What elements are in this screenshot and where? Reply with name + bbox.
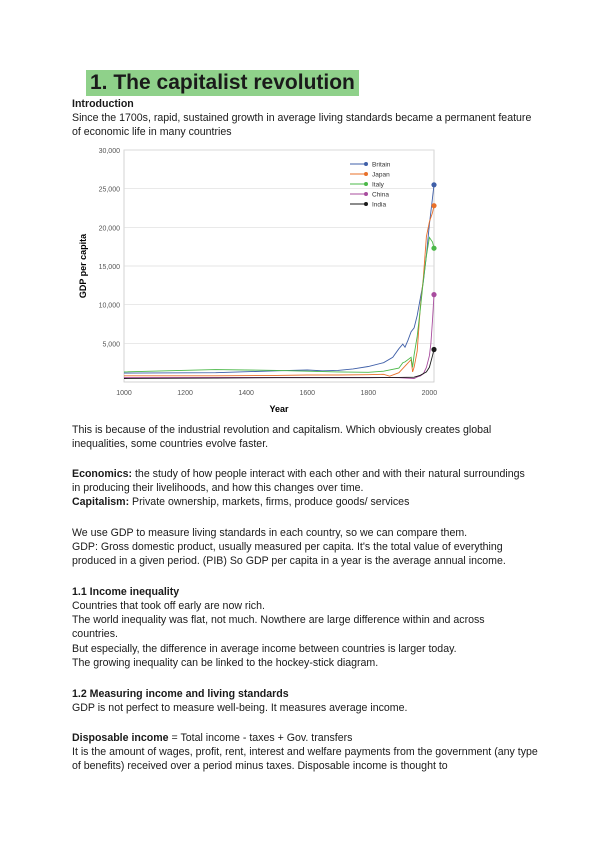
x-tick-label: 1600 bbox=[299, 390, 316, 397]
x-tick-label: 1800 bbox=[360, 390, 377, 397]
y-tick-label: 15,000 bbox=[98, 264, 120, 271]
legend-marker bbox=[364, 192, 368, 196]
y-tick-label: 10,000 bbox=[98, 302, 120, 310]
x-tick-label: 2000 bbox=[421, 390, 438, 397]
y-axis-label: GDP per capita bbox=[78, 233, 88, 299]
legend-label: China bbox=[372, 191, 389, 199]
series-endpoint-japan bbox=[431, 203, 436, 208]
intro-heading: Introduction bbox=[72, 98, 134, 110]
capitalism-term: Capitalism: bbox=[72, 496, 130, 508]
y-tick-label: 5,000 bbox=[102, 341, 120, 349]
intro-text: Since the 1700s, rapid, sustained growth in average living standards became a permanent feature of economic life in many countries bbox=[72, 112, 532, 139]
gdp-per-capita-chart bbox=[74, 142, 444, 418]
series-endpoint-britain bbox=[431, 182, 436, 187]
y-tick-label: 30,000 bbox=[98, 148, 120, 155]
paragraph-industrial-revolution: This is because of the industrial revolution and capitalism. Which obviously creates global inequalities, some countries evolve faster. bbox=[72, 424, 492, 451]
disposable-income-definition bbox=[72, 731, 532, 745]
section-1-1-line: The world inequality was flat, not much. Nowthere are large difference within and across countries. bbox=[72, 614, 485, 641]
legend-label: Japan bbox=[372, 171, 390, 179]
section-1-1-line: But especially, the difference in average income between countries is larger today. bbox=[72, 643, 457, 655]
economics-definition bbox=[72, 467, 532, 495]
legend-marker bbox=[364, 172, 368, 176]
y-tick-label: 25,000 bbox=[98, 186, 120, 194]
x-axis-label: Year bbox=[269, 404, 289, 414]
y-tick-label: 20,000 bbox=[98, 225, 120, 233]
legend-marker bbox=[364, 162, 368, 166]
gdp-paragraph: We use GDP to measure living standards in each country, so we can compare them. bbox=[72, 527, 468, 539]
x-tick-label: 1000 bbox=[116, 390, 132, 397]
x-tick-label: 1400 bbox=[238, 390, 254, 397]
x-tick-label: 1200 bbox=[177, 390, 193, 397]
disposable-income-term: Disposable income bbox=[72, 732, 169, 744]
section-1-2-heading: 1.2 Measuring income and living standards bbox=[72, 688, 289, 700]
disposable-income-text: It is the amount of wages, profit, rent, interest and welfare payments from the government (any type of benefits) received over a period minus taxes. Disposable income is thought to bbox=[72, 746, 538, 773]
legend-marker bbox=[364, 182, 368, 186]
series-endpoint-italy bbox=[431, 246, 436, 251]
section-1-2-text: GDP is not perfect to measure well-being. It measures average income. bbox=[72, 702, 408, 714]
legend-marker bbox=[364, 202, 368, 206]
section-1-1-line: The growing inequality can be linked to the hockey-stick diagram. bbox=[72, 657, 379, 669]
economics-term: Economics: bbox=[72, 468, 133, 480]
legend-label: Italy bbox=[372, 181, 384, 189]
disposable-income-formula: = Total income - taxes + Gov. transfers bbox=[168, 732, 353, 744]
section-1-1-heading: 1.1 Income inequality bbox=[72, 586, 180, 598]
legend-label: India bbox=[372, 201, 387, 209]
economics-text: the study of how people interact with each other and with their natural surroundings in producing their livelihoods, and how this changes over time. bbox=[72, 468, 525, 495]
legend-label: Britain bbox=[372, 161, 391, 169]
page-title: 1. The capitalist revolution bbox=[86, 70, 359, 96]
gdp-definition: GDP: Gross domestic product, usually measured per capita. It's the total value of everything produced in a given period. (PIB) So GDP per capita in a year is the average annual income. bbox=[72, 541, 506, 568]
capitalism-text: Private ownership, markets, firms, produce goods/ services bbox=[129, 496, 410, 508]
series-endpoint-india bbox=[431, 347, 436, 352]
series-endpoint-china bbox=[431, 292, 436, 297]
section-1-1-line: Countries that took off early are now rich. bbox=[72, 600, 265, 612]
capitalism-definition bbox=[72, 495, 532, 509]
